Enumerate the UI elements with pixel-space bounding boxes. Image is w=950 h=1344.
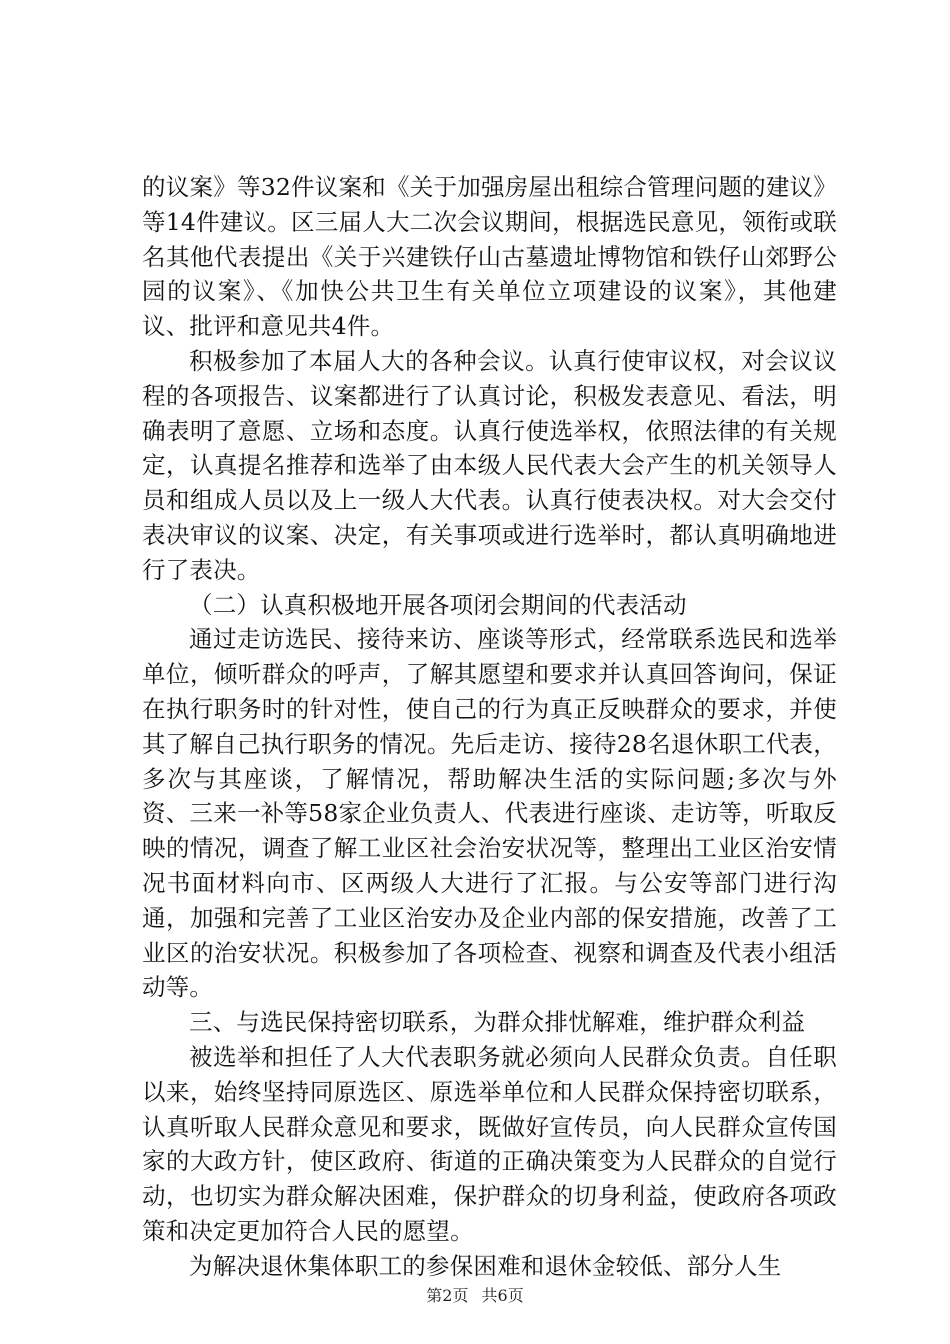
page-footer <box>0 1283 950 1306</box>
paragraph-continuation: 的议案》等32件议案和《关于加强房屋出租综合管理问题的建议》等14件建议。区三届人大二次会议期间，根据选民意见，领衔或联名其他代表提出《关于兴建铁仔山古墓遗址博物馆和铁仔山郊野公园的议案》、《加快公共卫生有关单位立项建设的议案》，其他建议、批评和意见共4件。 <box>142 173 837 341</box>
page-number: 第2页 <box>426 1286 469 1305</box>
page-total: 共6页 <box>481 1286 524 1305</box>
paragraph-retirees: 为解决退休集体职工的参保困难和退休金较低、部分人生 <box>189 1251 782 1280</box>
paragraph-meetings: 积极参加了本届人大的各种会议。认真行使审议权，对会议议程的各项报告、议案都进行了认真讨论，积极发表意见、看法，明确表明了意愿、立场和态度。认真行使选举权，依照法律的有关规定，认真提名推荐和选举了由本级人民代表大会产生的机关领导人员和组成人员以及上一级人大代表。认真行使表决权。对大会交付表决审议的议案、决定，有关事项或进行选举时，都认真明确地进行了表决。 <box>142 346 837 584</box>
section-heading-recess-activities: （二）认真积极地开展各项闭会期间的代表活动 <box>189 590 687 619</box>
paragraph-recess-activities: 通过走访选民、接待来访、座谈等形式，经常联系选民和选举单位，倾听群众的呼声，了解其愿望和要求并认真回答询问，保证在执行职务时的针对性，使自己的行为真正反映群众的要求，并使其了解自己执行职务的情况。先后走访、接待28名退休职工代表，多次与其座谈，了解情况，帮助解决生活的实际问题;多次与外资、三来一补等58家企业负责人、代表进行座谈、走访等，听取反映的情况，调查了解工业区社会治安状况等，整理出工业区治安情况书面材料向市、区两级人大进行了汇报。与公安等部门进行沟通，加强和完善了工业区治安办及企业内部的保安措施，改善了工业区的治安状况。积极参加了各项检查、视察和调查及代表小组活动等。 <box>142 625 837 1002</box>
section-heading-voter-contact: 三、与选民保持密切联系，为群众排忧解难，维护群众利益 <box>189 1008 806 1037</box>
document-body <box>142 170 837 1284</box>
paragraph-responsibility: 被选举和担任了人大代表职务就必须向人民群众负责。自任职以来，始终坚持同原选区、原选举单位和人民群众保持密切联系，认真听取人民群众意见和要求，既做好宣传员，向人民群众宣传国家的大政方针，使区政府、街道的正确决策变为人民群众的自觉行动，也切实为群众解决困难，保护群众的切身利益，使政府各项政策和决定更加符合人民的愿望。 <box>142 1042 837 1245</box>
